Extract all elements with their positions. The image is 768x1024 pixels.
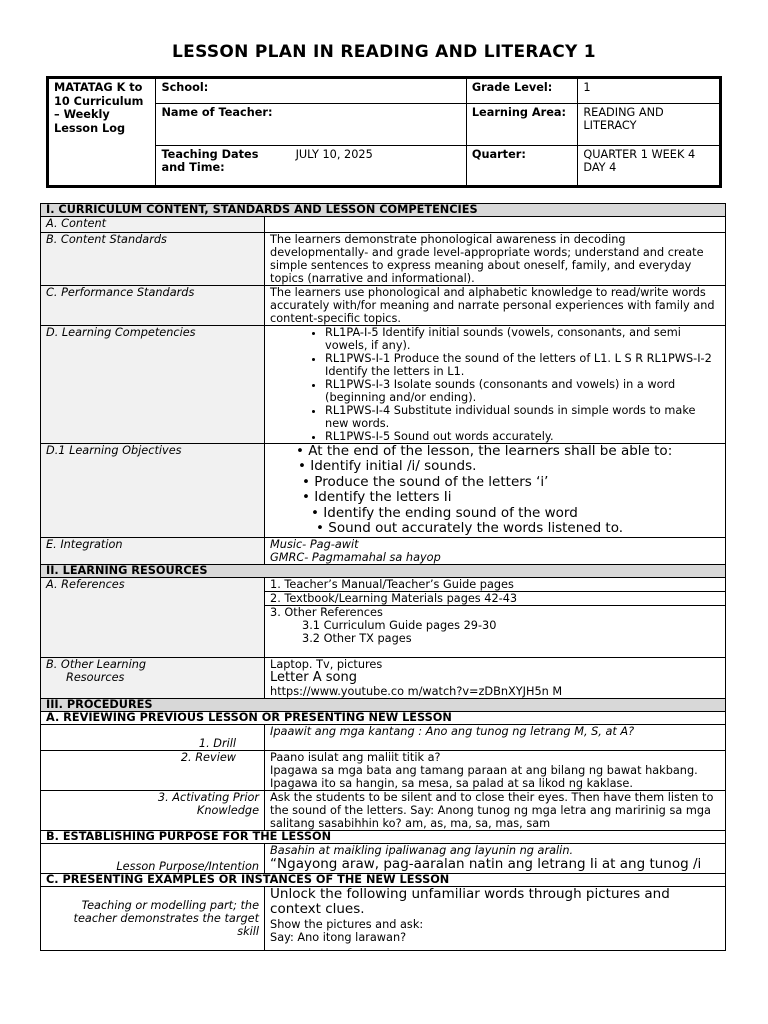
grade-level-value: 1	[578, 78, 721, 104]
curriculum-guide-pages: 3.1 Curriculum Guide pages 29-30	[302, 619, 497, 632]
teaching-dates-value: JULY 10, 2025	[291, 146, 467, 187]
review-value: Paano isulat ang maliit titik a? Ipagawa sa mga bata ang tamang paraan at ang bilang ng bawat hakbang. Ipagawa ito sa hangin, sa mesa, sa palad at sa likod ng kaklase.	[265, 751, 726, 791]
youtube-link[interactable]: https://www.youtube.co m/watch?v=zDBnXYJH5n M	[270, 685, 563, 698]
objective-item: • Produce the sound of the letters ‘i’	[302, 473, 549, 490]
list-item: • RL1PA-I-5 Identify initial sounds (vowels, consonants, and semi vowels, if any).	[325, 326, 720, 352]
learning-competencies-label: D. Learning Competencies	[41, 326, 265, 444]
grade-level-label: Grade Level:	[466, 78, 577, 104]
reviewing-lesson-heading: A. REVIEWING PREVIOUS LESSON OR PRESENTING NEW LESSON	[41, 712, 726, 725]
weekly-lesson-log-label: MATATAG K to 10 Curriculum – Weekly Lesson Log	[48, 78, 156, 187]
performance-standards-label: C. Performance Standards	[41, 286, 265, 326]
teaching-dates-label: Teaching Dates and Time:	[156, 146, 291, 187]
learning-competencies-value	[265, 326, 726, 444]
learning-area-value: READING AND LITERACY	[578, 104, 721, 146]
song-text: Letter A song	[270, 670, 357, 685]
performance-standards-value: The learners use phonological and alphabetic knowledge to read/write words accurately with/for meaning and narrate personal experiences with family and content-specific topics.	[265, 286, 726, 326]
integration-gmrc: GMRC- Pagmamahal sa hayop	[270, 551, 441, 564]
section-procedures-heading: III. PROCEDURES	[41, 699, 726, 712]
teacher-name-value	[291, 104, 467, 146]
activating-prior-knowledge-label: 3. Activating Prior Knowledge	[41, 791, 265, 831]
drill-value: Ipaawit ang mga kantang : Ano ang tunog ng letrang M, S, at A?	[265, 725, 726, 751]
objective-item: • At the end of the lesson, the learners shall be able to:	[296, 443, 673, 459]
list-item: • RL1PWS-I-4 Substitute individual sounds in simple words to make new words.	[325, 404, 720, 430]
quarter-label: Quarter:	[466, 146, 577, 187]
reference-textbook: 2. Textbook/Learning Materials pages 42-43	[265, 592, 726, 606]
list-item: • RL1PWS-I-5 Sound out words accurately.	[325, 430, 720, 443]
reference-teachers-manual: 1. Teacher’s Manual/Teacher’s Guide pages	[265, 578, 726, 592]
content-standards-value: The learners demonstrate phonological awareness in decoding developmentally- and grade level-appropriate words; understand and create simple sentences to express meaning about oneself, family, and everyday topics (narrative and informational).	[265, 233, 726, 286]
content-standards-label: B. Content Standards	[41, 233, 265, 286]
section-curriculum-heading: I. CURRICULUM CONTENT, STANDARDS AND LESSON COMPETENCIES	[41, 204, 726, 217]
modelling-value: Unlock the following unfamiliar words through pictures and context clues. Show the pictures and ask: Say: Ano itong larawan?	[265, 886, 726, 950]
objective-item: • Sound out accurately the words listened to.	[316, 520, 624, 537]
objective-item: • Identify the ending sound of the word	[311, 504, 578, 521]
presenting-examples-heading: C. PRESENTING EXAMPLES OR INSTANCES OF THE NEW LESSON	[41, 873, 726, 886]
other-references-label: 3. Other References	[270, 606, 383, 619]
lesson-purpose-value: Basahin at maikling ipaliwanag ang layunin ng aralin. “Ngayong araw, pag-aaralan natin ang letrang Ii at ang tunog /i	[265, 844, 726, 874]
content-value	[265, 217, 726, 233]
objective-item: • Identify initial /i/ sounds.	[298, 458, 477, 475]
quarter-value: QUARTER 1 WEEK 4 DAY 4	[578, 146, 721, 187]
integration-value	[265, 538, 726, 565]
review-label: 2. Review	[41, 751, 265, 791]
activating-prior-knowledge-value: Ask the students to be silent and to close their eyes. Then have them listen to the sound of the letters. Say: Anong tunog ng mga letra ang maririnig sa mga salitang sasabihhin ko? am, as, ma, sa, mas, sam	[265, 791, 726, 831]
content-label: A. Content	[41, 217, 265, 233]
school-value	[291, 78, 467, 104]
other-resources-value	[265, 658, 726, 699]
learning-area-label: Learning Area:	[466, 104, 577, 146]
learning-objectives-label: D.1 Learning Objectives	[41, 444, 265, 538]
integration-music: Music- Pag-awit	[270, 538, 359, 551]
reference-other	[265, 606, 726, 658]
list-item: • RL1PWS-I-3 Isolate sounds (consonants and vowels) in a word (beginning and/or ending).	[325, 378, 720, 404]
other-tx-pages: 3.2 Other TX pages	[302, 632, 412, 645]
lesson-purpose-label: Lesson Purpose/Intention	[41, 844, 265, 874]
section-resources-heading: II. LEARNING RESOURCES	[41, 565, 726, 578]
materials-text: Laptop. Tv, pictures	[270, 658, 383, 671]
objective-item: • Identify the letters Ii	[302, 489, 452, 506]
modelling-label: Teaching or modelling part; the teacher demonstrates the target skill	[41, 886, 265, 950]
school-label: School:	[156, 78, 291, 104]
drill-label: 1. Drill	[41, 725, 265, 751]
references-label: A. References	[41, 578, 265, 658]
integration-label: E. Integration	[41, 538, 265, 565]
establishing-purpose-heading: B. ESTABLISHING PURPOSE FOR THE LESSON	[41, 831, 726, 844]
lesson-plan-table	[40, 203, 726, 951]
other-resources-label: B. Other Learning Resources	[41, 658, 265, 699]
competencies-list	[270, 326, 720, 443]
list-item: • RL1PWS-I-1 Produce the sound of the letters of L1. L S R RL1PWS-I-2 Identify the letters in L1.	[325, 352, 720, 378]
teacher-name-label: Name of Teacher:	[156, 104, 291, 146]
header-info-table	[46, 76, 722, 188]
learning-objectives-value	[265, 444, 726, 538]
page-title: LESSON PLAN IN READING AND LITERACY 1	[172, 42, 596, 62]
